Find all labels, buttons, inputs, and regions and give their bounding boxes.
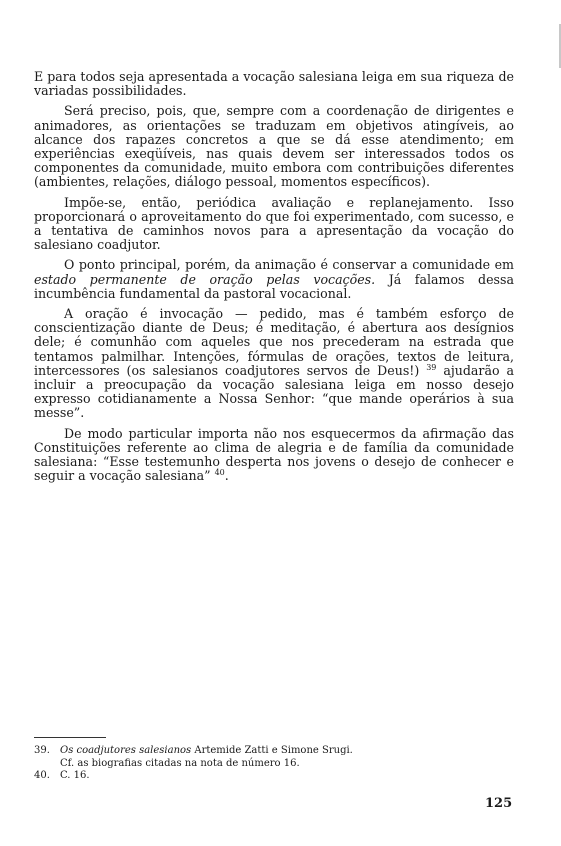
- paragraph-4-text-b: Já falamos dessa incumbência fundamental da pastoral vocacional.: [34, 271, 514, 301]
- footnote-ref-39: 39: [426, 362, 437, 372]
- paragraph-5-text-b: ajudarão a incluir a preocupação da vocação salesiana leiga em nosso desejo expresso cotidianamente a Nossa Senhor: “que mande operários à sua messe”.: [34, 362, 514, 421]
- footnote-39-text: Artemide Zatti e Simone Srugi.: [191, 745, 353, 756]
- footnote-39-number: 39.: [34, 745, 50, 756]
- footnote-39-continuation: Cf. as biografias citadas na nota de número 16.: [60, 757, 300, 769]
- paragraph-2: Será preciso, pois, que, sempre com a coordenação de dirigentes e animadores, as orientações se traduzam em objetivos atingíveis, ao alcance dos rapazes concretos a que se dá esse atendimento; em experiências exeqüíveis, nas quais devem ser interessados todos os componentes da comunidade, muito embora com contribuições diferentes (ambientes, relações, diálogo pessoal, momentos específicos).: [34, 103, 514, 190]
- paragraph-4-emphasis: estado permanente de oração pelas vocações.: [34, 271, 376, 287]
- paragraph-6-text-a: De modo particular importa não nos esquecermos da afirmação das Constituições referente ao clima de alegria e de família da comunidade salesiana: “Esse testemunho desperta nos jovens o desejo de conhecer e seguir a vocação salesiana”: [34, 425, 514, 484]
- paragraph-3: Impõe-se, então, periódica avaliação e replanejamento. Isso proporcionará o aproveitamento do que foi experimentado, com sucesso, e a tentativa de caminhos novos para a apresentação da vocação do salesiano coadjutor.: [34, 194, 514, 253]
- footnotes: [34, 745, 434, 783]
- page-number: 125: [485, 796, 513, 811]
- footnote-40-text: C. 16.: [60, 770, 90, 781]
- footnote-40: [34, 770, 434, 783]
- footnote-39-title: Os coadjutores salesianos: [60, 745, 192, 756]
- footnote-39: [34, 745, 434, 758]
- paragraph-5-text-a: A oração é invocação — pedido, mas é também esforço de conscientização diante de Deus; é meditação, é abertura aos desígnios dele; é comunhão com aqueles que nos precederam na estrada que tentamos palmilhar. Intenções, fórmulas de orações, textos de leitura, intercessores (os salesianos coadjutores servos de Deus!): [34, 306, 514, 378]
- paragraph-5: [34, 307, 514, 421]
- footnote-ref-40: 40: [214, 468, 225, 478]
- paragraph-6-text-b: .: [224, 468, 229, 484]
- paragraph-4-text-a: O ponto principal, porém, da animação é conservar a comunidade em: [64, 257, 514, 273]
- paragraph-6: [34, 427, 514, 484]
- paragraph-4: [34, 258, 514, 301]
- footnote-40-number: 40.: [34, 770, 50, 781]
- body-text: [34, 70, 514, 489]
- paragraph-1: E para todos seja apresentada a vocação salesiana leiga em sua riqueza de variadas possibilidades.: [34, 69, 514, 99]
- footnote-divider: [34, 737, 106, 738]
